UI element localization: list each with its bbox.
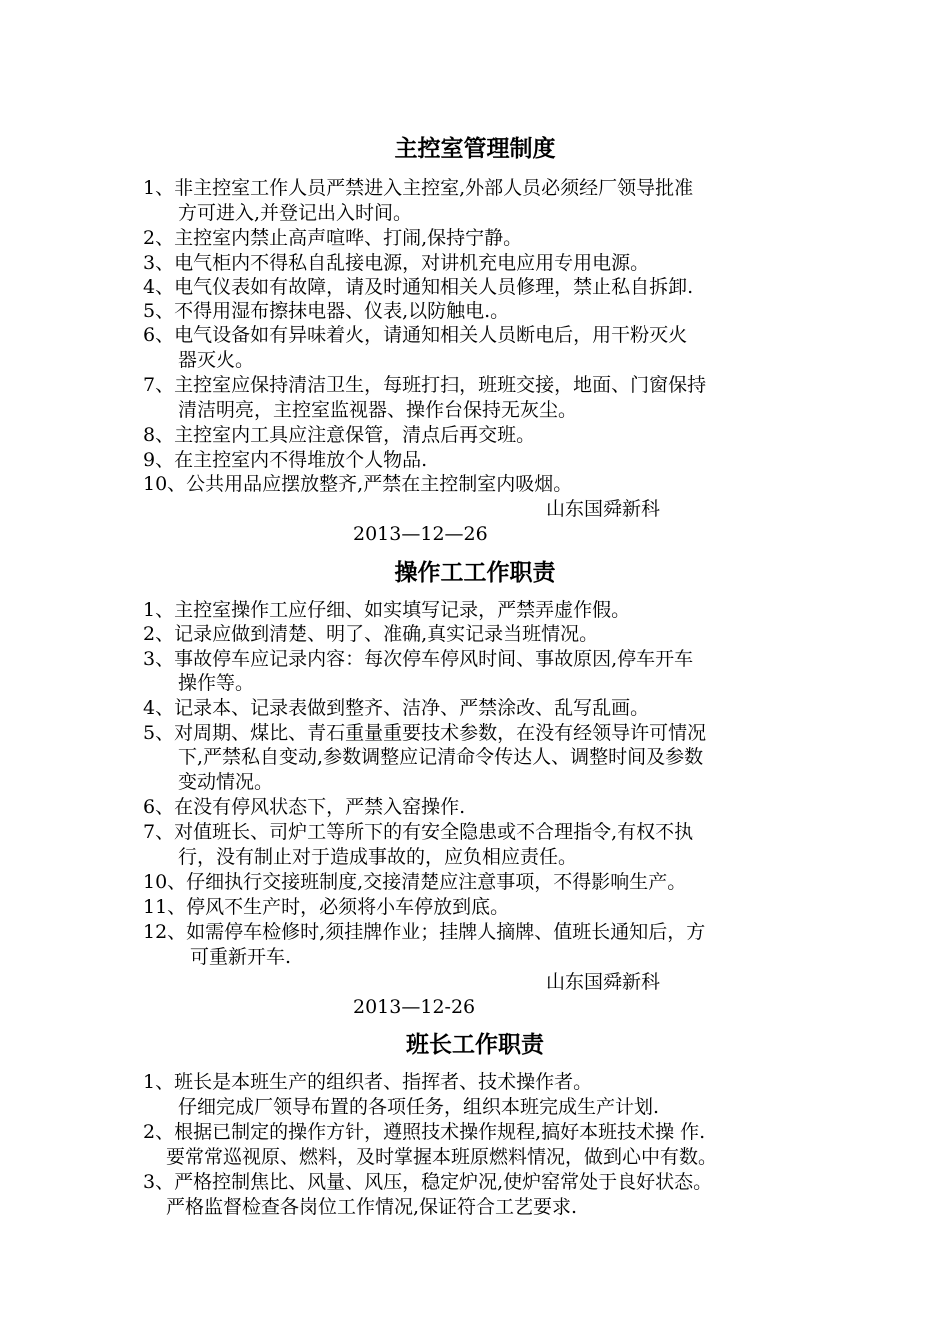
duty-7: 7、对值班长、司炉工等所下的有安全隐患或不合理指令,有权不执 (143, 821, 694, 843)
leader-duty-3-cont: 严格监督检查各岗位工作情况,保证符合工艺要求. (166, 1196, 578, 1218)
rule-8: 8、主控室内工具应注意保管，清点后再交班。 (143, 424, 536, 446)
leader-duty-2-cont: 要常常巡视原、燃料，及时掌握本班原燃料情况，做到心中有数。 (166, 1146, 718, 1168)
duty-5-cont-1: 下,严禁私自变动,参数调整应记清命令传达人、调整时间及参数 (178, 746, 704, 768)
duty-11: 11、停风不生产时，必须将小车停放到底。 (143, 896, 510, 918)
rule-7-cont: 清洁明亮，主控室监视器、操作台保持无灰尘。 (178, 399, 578, 421)
leader-duty-1-cont: 仔细完成厂领导布置的各项任务，组织本班完成生产计划. (178, 1096, 660, 1118)
duty-6: 6、在没有停风状态下，严禁入窑操作. (143, 796, 466, 818)
rule-2: 2、主控室内禁止高声喧哗、打闹,保持宁静。 (143, 227, 523, 249)
duty-1: 1、主控室操作工应仔细、如实填写记录，严禁弄虚作假。 (143, 599, 631, 621)
signature-date: 2013—12-26 (353, 996, 476, 1018)
duty-12: 12、如需停车检修时,须挂牌作业；挂牌人摘牌、值班长通知后，方 (143, 921, 706, 943)
leader-duty-2: 2、根据已制定的操作方针，遵照技术操作规程,搞好本班技术操 作. (143, 1121, 706, 1143)
duty-10: 10、仔细执行交接班制度,交接清楚应注意事项，不得影响生产。 (143, 871, 687, 893)
rule-7: 7、主控室应保持清洁卫生，每班打扫，班班交接，地面、门窗保持 (143, 374, 707, 396)
section-title-operator-duties: 操作工工作职责 (394, 559, 556, 586)
rule-5: 5、不得用湿布擦抹电器、仪表,以防触电.。 (143, 300, 510, 322)
rule-10: 10、公共用品应摆放整齐,严禁在主控制室内吸烟。 (143, 473, 573, 495)
rule-6-cont: 器灭火。 (178, 349, 255, 371)
rule-6: 6、电气设备如有异味着火，请通知相关人员断电后，用干粉灭火 (143, 324, 688, 346)
signature-date: 2013—12—26 (353, 523, 488, 545)
duty-2: 2、记录应做到清楚、明了、准确,真实记录当班情况。 (143, 623, 599, 645)
rule-4: 4、电气仪表如有故障，请及时通知相关人员修理，禁止私自拆卸. (143, 276, 694, 298)
duty-3: 3、事故停车应记录内容：每次停车停风时间、事故原因,停车开车 (143, 648, 694, 670)
duty-3-cont: 操作等。 (178, 672, 255, 694)
rule-1-cont: 方可进入,并登记出入时间。 (178, 202, 413, 224)
rule-3: 3、电气柜内不得私自乱接电源，对讲机充电应用专用电源。 (143, 252, 650, 274)
duty-7-cont: 行，没有制止对于造成事故的，应负相应责任。 (178, 846, 578, 868)
rule-1: 1、非主控室工作人员严禁进入主控室,外部人员必须经厂领导批准 (143, 177, 694, 199)
section-title-control-room-rules: 主控室管理制度 (394, 135, 556, 162)
duty-12-cont: 可重新开车. (190, 946, 292, 968)
organization-signature: 山东国舜新科 (546, 971, 661, 993)
duty-5-cont-2: 变动情况。 (178, 771, 274, 793)
organization-signature: 山东国舜新科 (546, 498, 661, 520)
rule-9: 9、在主控室内不得堆放个人物品. (143, 449, 428, 471)
section-title-team-leader-duties: 班长工作职责 (406, 1031, 544, 1058)
duty-5: 5、对周期、煤比、青石重量重要技术参数，在没有经领导许可情况 (143, 722, 707, 744)
duty-4: 4、记录本、记录表做到整齐、洁净、严禁涂改、乱写乱画。 (143, 697, 650, 719)
leader-duty-3: 3、严格控制焦比、风量、风压，稳定炉况,使炉窑常处于良好状态。 (143, 1171, 713, 1193)
leader-duty-1: 1、班长是本班生产的组织者、指挥者、技术操作者。 (143, 1071, 593, 1093)
